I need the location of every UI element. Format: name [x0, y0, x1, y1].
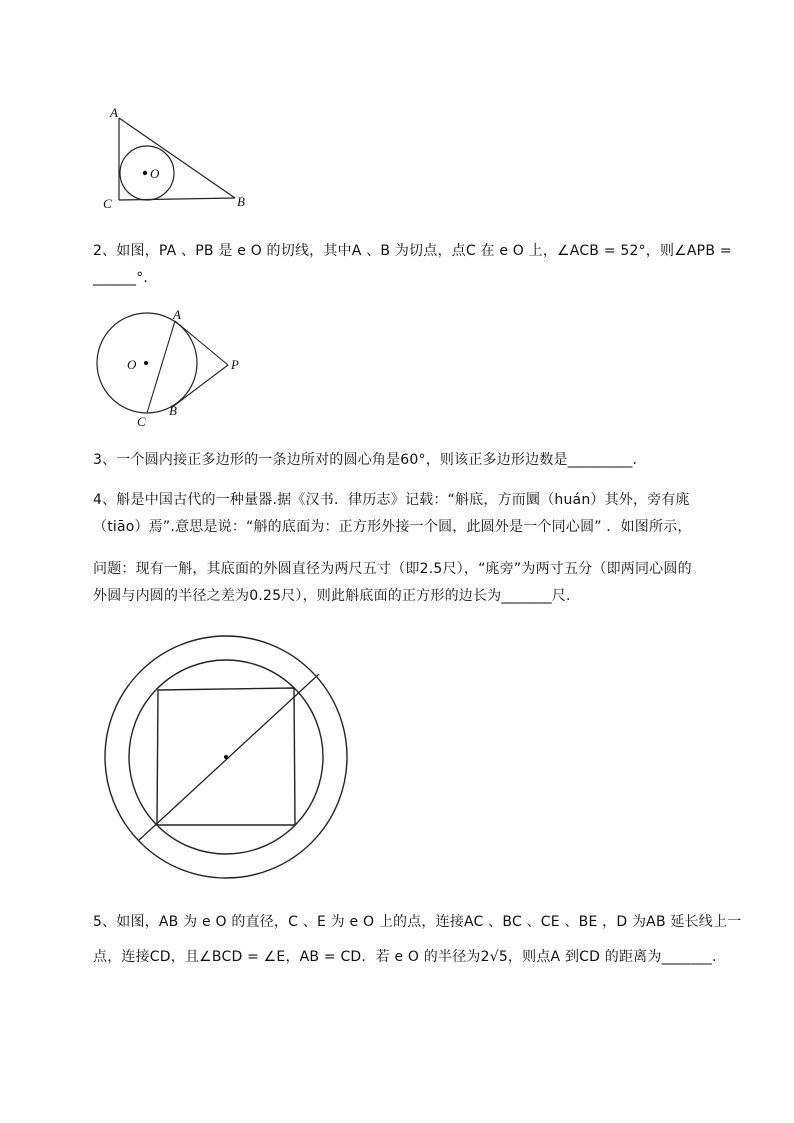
label-b: B: [169, 403, 177, 418]
figure-triangle-incircle: [95, 100, 265, 215]
question-5-line-2: 点，连接CD，且∠BCD = ∠E，AB = CD．若 e O 的半径为2√5，则点A 到CD 的距离为_______.: [93, 949, 717, 965]
tangent-pb: [171, 365, 228, 408]
question-4-line-3: 问题：现有一斛，其底面的外圆直径为两尺五寸（即2.5尺），“庣旁”为两寸五分（即两同心圆的: [93, 561, 692, 577]
center-point-o: [143, 171, 147, 175]
figure-hu-vessel: [100, 632, 352, 882]
diagonal-line: [138, 674, 319, 841]
question-5-line-1: 5、如图，AB 为 e O 的直径，C 、E 为 e O 上的点，连接AC 、BC 、CE 、BE ，D 为AB 延长线上一: [93, 914, 742, 930]
center-point: [224, 755, 228, 759]
label-o: O: [127, 357, 137, 372]
tangent-pa: [175, 321, 228, 365]
question-3-line-1: 3、一个圆内接正多边形的一条边所对的圆心角是60°，则该正多边形边数是_________.: [93, 452, 638, 468]
question-2-line-1: 2、如图，PA 、PB 是 e O 的切线，其中A 、B 为切点，点C 在 e O 上，∠ACB = 52°，则∠APB =: [93, 243, 732, 259]
label-b: B: [237, 194, 245, 209]
label-o: O: [150, 166, 160, 181]
chord-ac: [147, 321, 175, 413]
label-p: P: [231, 357, 239, 372]
label-c: C: [137, 414, 146, 429]
side-ab: [119, 118, 235, 198]
figure-circle-tangents: [95, 305, 255, 430]
label-a: A: [110, 105, 118, 120]
question-4-line-1: 4、斛是中国古代的一种量器.据《汉书．律历志》记载：“斛底，方而圜（huán）其外，旁有庣: [93, 492, 690, 508]
question-4-line-4: 外圆与内圆的半径之差为0.25尺），则此斛底面的正方形的边长为_______尺.: [93, 588, 571, 604]
center-point-o: [144, 361, 148, 365]
question-2-line-2: ______°.: [93, 270, 149, 286]
label-a: A: [173, 307, 181, 322]
question-4-line-2: （tiāo）焉”.意思是说：“斛的底面为：正方形外接一个圆，此圆外是一个同心圆” ．如图所示，: [93, 519, 692, 535]
label-c: C: [103, 196, 112, 211]
